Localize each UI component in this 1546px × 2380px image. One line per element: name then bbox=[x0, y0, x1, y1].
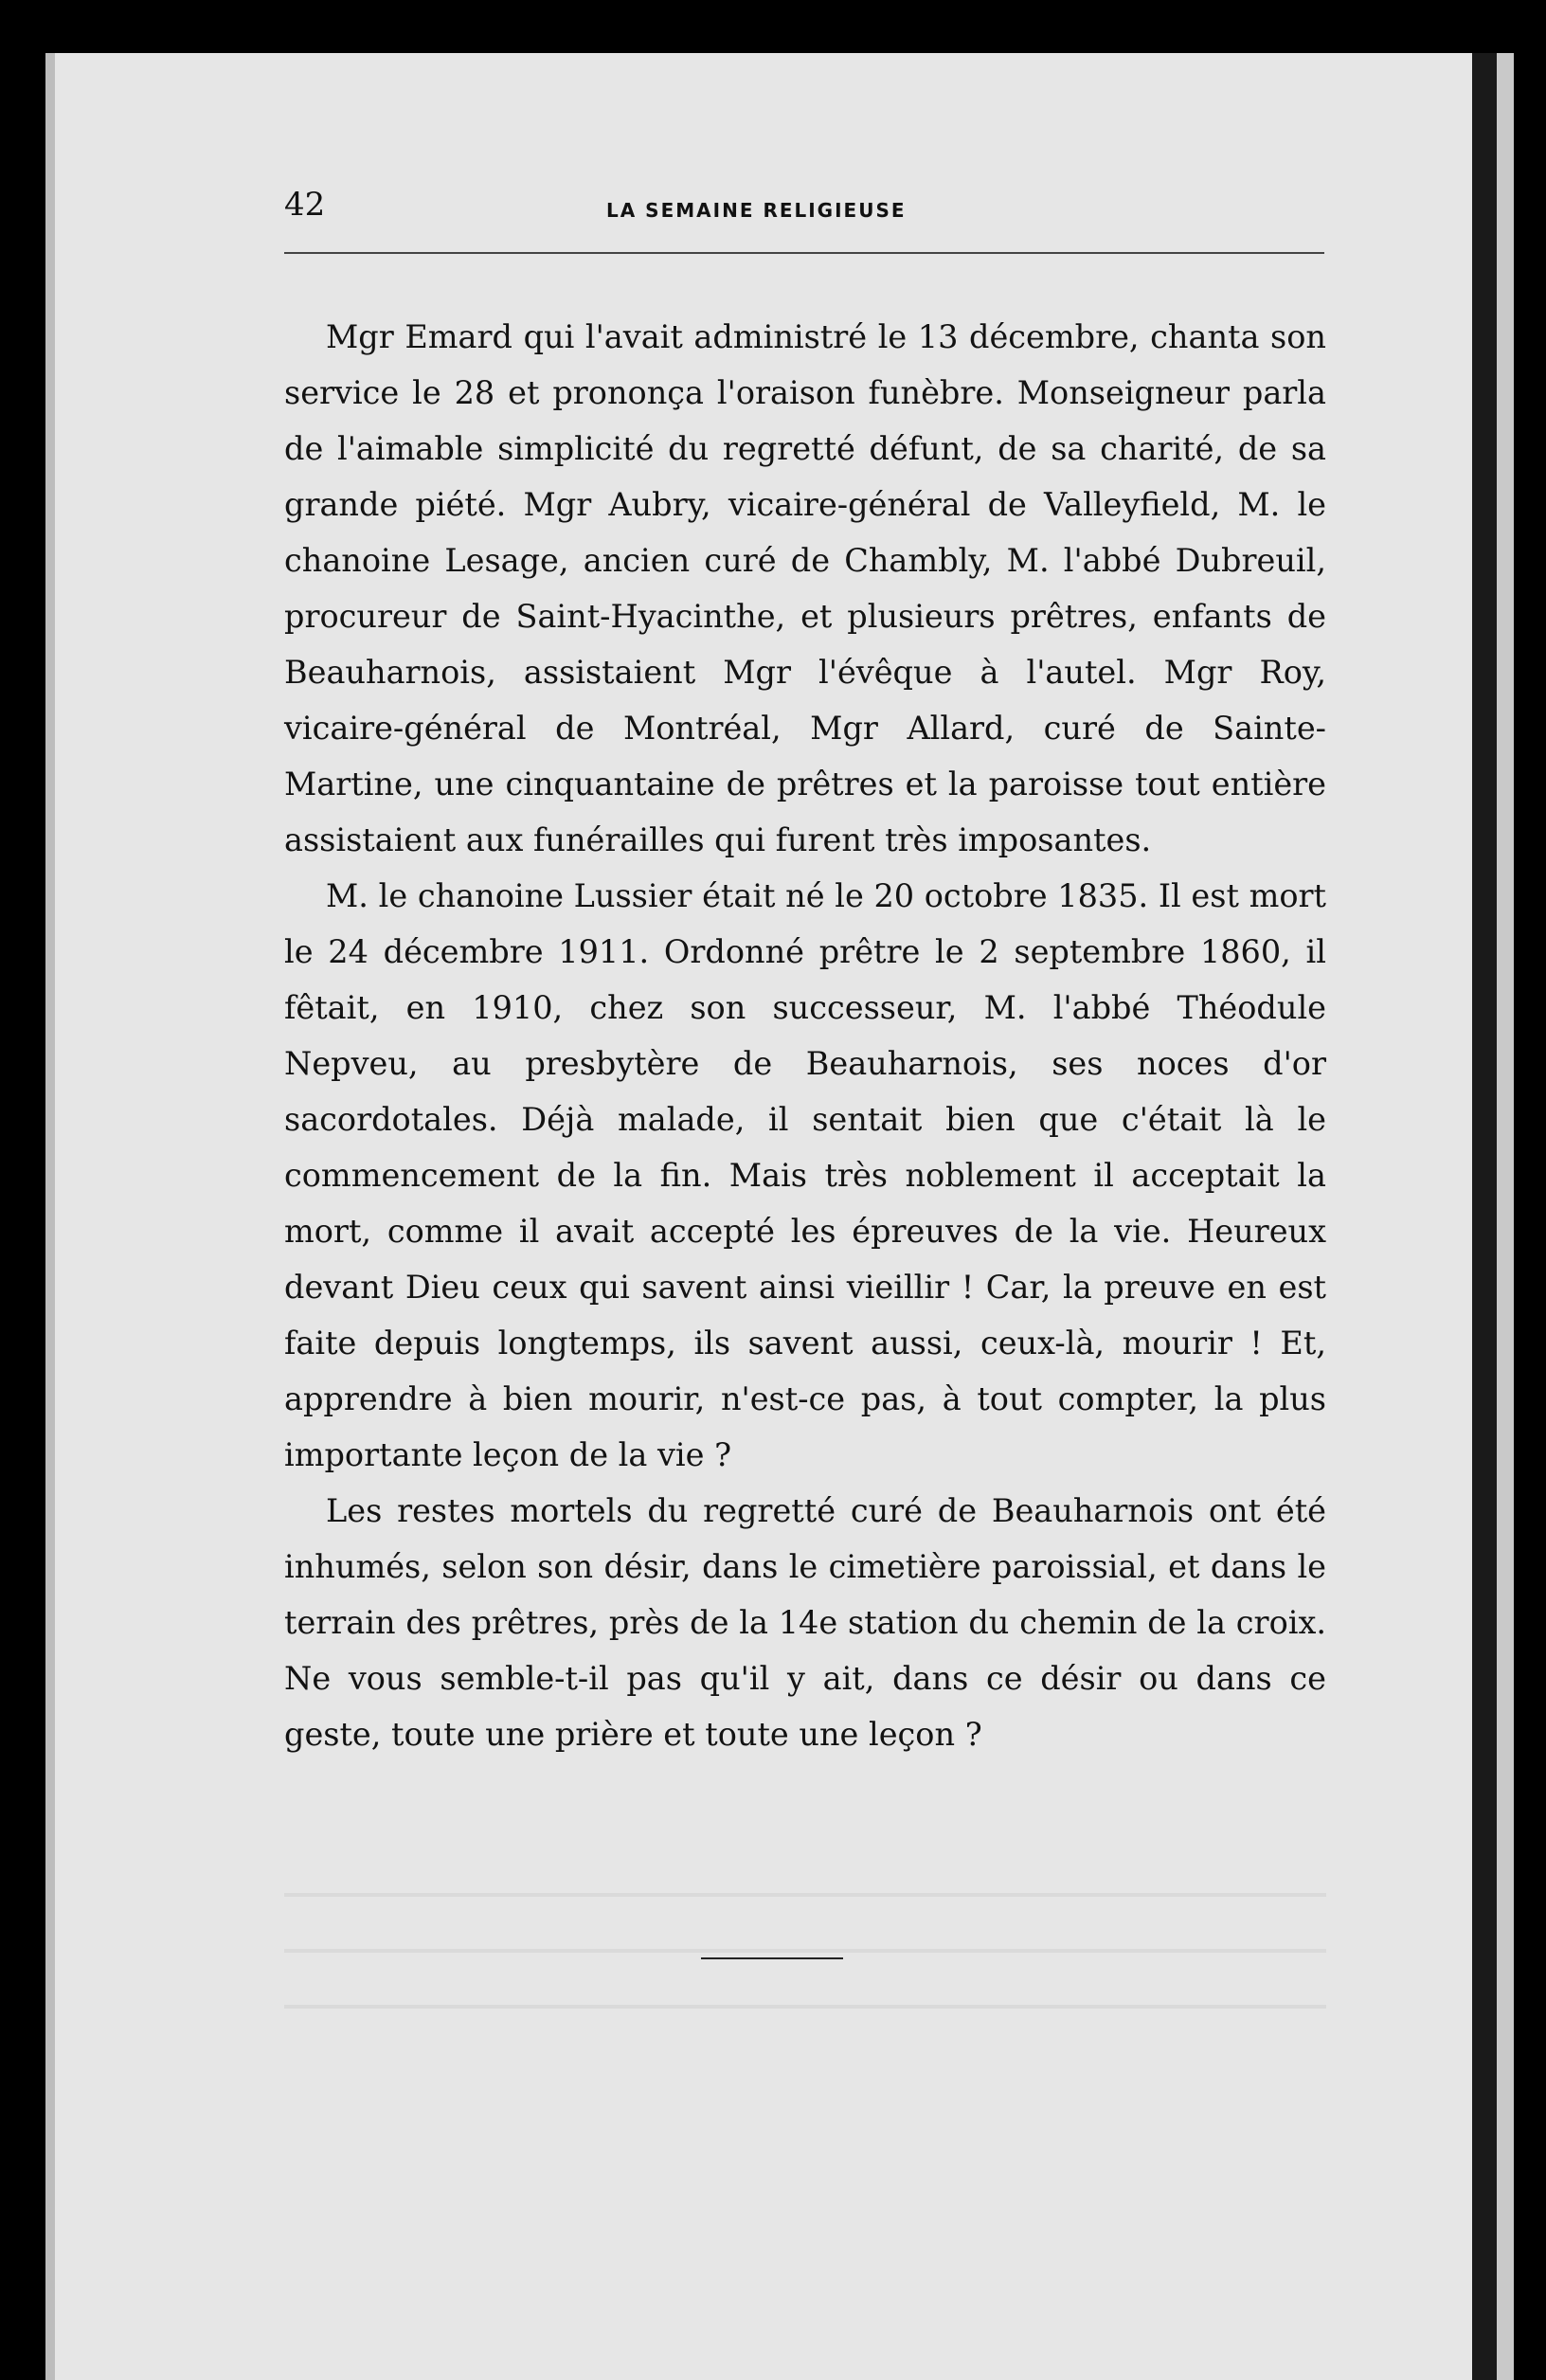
section-end-rule bbox=[701, 1957, 843, 1959]
show-through-text bbox=[284, 1857, 1326, 2046]
header-rule bbox=[284, 252, 1324, 254]
page-number: 42 bbox=[284, 186, 326, 224]
page-edge-dark bbox=[1472, 53, 1497, 2380]
next-page-sliver bbox=[1497, 53, 1514, 2380]
paragraph: Les restes mortels du regretté curé de Beauharnois ont été inhumés, selon son désir, dans le cimetière paroissial, et dans le terrain des prêtres, près de la 14e station du chemin de la croix. Ne vous semble-t-il pas qu'il y ait, dans ce désir ou dans ce geste, toute une prière et toute une leçon ? bbox=[284, 1492, 1326, 1753]
scan-border-left bbox=[0, 0, 45, 2380]
scan-border-right bbox=[1514, 53, 1546, 2380]
body-text bbox=[284, 309, 1326, 1762]
paragraph: M. le chanoine Lussier était né le 20 octobre 1835. Il est mort le 24 décembre 1911. Ordonné prêtre le 2 septembre 1860, il fêtait, en 1910, chez son successeur, M. l'abbé Théodule Nepveu, au presbytère de Beauharnois, ses noces d'or sacordotales. Déjà malade, il sentait bien que c'était là le commencement de la fin. Mais très noblement il acceptait la mort, comme il avait accepté les épreuves de la vie. Heureux devant Dieu ceux qui savent ainsi vieillir ! Car, la preuve en est faite depuis longtemps, ils savent aussi, ceux-là, mourir ! Et, apprendre à bien mourir, n'est-ce pas, à tout compter, la plus importante leçon de la vie ? bbox=[284, 877, 1326, 1473]
page-header bbox=[284, 186, 1326, 233]
running-head: LA SEMAINE RELIGIEUSE bbox=[606, 199, 907, 222]
paragraph: Mgr Emard qui l'avait administré le 13 décembre, chanta son service le 28 et prononça l'oraison funèbre. Monseigneur parla de l'aimable simplicité du regretté défunt, de sa charité, de sa grande piété. Mgr Aubry, vicaire-général de Valleyfield, M. le chanoine Lesage, ancien curé de Chambly, M. l'abbé Dubreuil, procureur de Saint-Hyacinthe, et plusieurs prêtres, enfants de Beauharnois, assistaient Mgr l'évêque à l'autel. Mgr Roy, vicaire-général de Montréal, Mgr Allard, curé de Sainte-Martine, une cinquantaine de prêtres et la paroisse tout entière assistaient aux funérailles qui furent très imposantes. bbox=[284, 318, 1326, 858]
page-gutter-shadow bbox=[45, 53, 55, 2380]
